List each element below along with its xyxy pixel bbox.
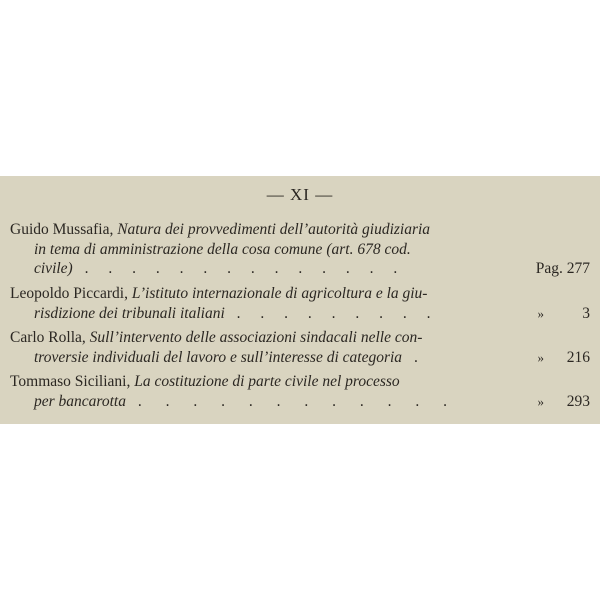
entry-title: in tema di amministrazione della cosa comune (art. 678 cod. xyxy=(34,240,411,258)
ditto-mark: » xyxy=(537,393,544,409)
page-number: 293 xyxy=(566,392,590,410)
toc-line xyxy=(10,284,590,304)
toc-line xyxy=(10,220,590,240)
page-number: 277 xyxy=(566,260,590,277)
toc-line xyxy=(10,348,590,368)
leader-dots: . . . . . . . . . xyxy=(236,304,439,322)
entry-title: L’istituto internazionale di agricoltura e la giu- xyxy=(131,285,428,302)
book-page xyxy=(0,176,600,424)
toc-line xyxy=(10,304,590,324)
ditto-mark: » xyxy=(537,349,544,365)
toc-line xyxy=(10,328,590,348)
entry-title: per bancarotta xyxy=(34,392,126,410)
entry-title: risdizione dei tribunali italiani xyxy=(34,304,225,322)
toc-line xyxy=(10,372,590,392)
entry-title: La costituzione di parte civile nel processo xyxy=(134,373,400,390)
entry-author: Leopoldo Piccardi, xyxy=(10,285,128,302)
page-number: 216 xyxy=(566,348,590,366)
entry-title: civile) xyxy=(34,260,73,277)
entry-author: Carlo Rolla, xyxy=(10,329,86,346)
toc-line xyxy=(10,240,590,260)
leader-dots: . . . . . . . . . . . . . . xyxy=(84,260,406,277)
toc-entry-mussafia xyxy=(10,220,590,279)
page-reference xyxy=(536,259,590,279)
toc-entry-piccardi xyxy=(10,284,590,323)
page-prefix: Pag. xyxy=(535,260,563,277)
leader-dots: . xyxy=(413,348,418,366)
leader-dots: . . . . . . . . . . . . xyxy=(137,392,457,410)
entry-author: Tommaso Siciliani, xyxy=(10,373,131,390)
entry-title: troversie individuali del lavoro e sull’interesse di categoria xyxy=(34,348,403,366)
page-number-header: — XI — xyxy=(266,185,334,204)
toc-line xyxy=(10,259,590,279)
toc-line xyxy=(10,392,590,412)
ditto-mark: » xyxy=(537,305,544,321)
entry-title: Natura dei provvedimenti dell’autorità giudiziaria xyxy=(117,221,431,238)
entry-title: Sull’intervento delle associazioni sindacali nelle con- xyxy=(89,329,423,346)
toc-entry-rolla xyxy=(10,328,590,367)
page-number: 3 xyxy=(582,304,590,322)
entry-author: Guido Mussafia, xyxy=(10,221,114,238)
toc-entry-siciliani xyxy=(10,372,590,411)
